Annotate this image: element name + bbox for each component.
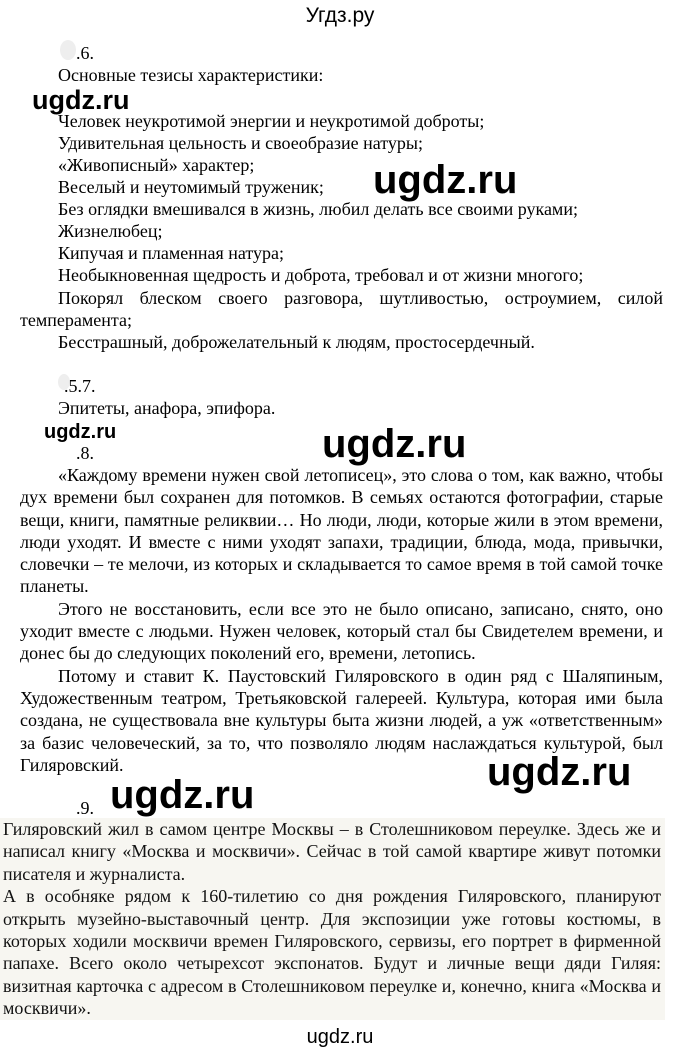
task-8-number: .8. [76,443,94,463]
task-7-number: .5.7. [64,376,96,396]
task-6-item: Удивительная цельность и своеобразие натуры; [58,133,424,153]
task-6-number: .6. [76,43,94,63]
task-6-item: «Живописный» характер; [58,155,255,175]
watermark-large: ugdz.ru [322,422,467,466]
task-6-item: Бесстрашный, доброжелательный к людям, простосердечный. [58,332,535,352]
watermark-small: ugdz.ru [44,421,117,443]
scan-smudge [60,40,76,60]
site-footer: ugdz.ru [306,1026,374,1048]
task-8-paragraph: Этого не восстановить, если все это не было описано, записано, снято, оно уходит вместе с людьми. Нужен человек, который стал бы Свидетелем времени, и донес бы до следующих поколений его, времени, летопись. [20,598,663,664]
task-9-body [3,818,661,1020]
task-6-item: Без оглядки вмешивался в жизнь, любил делать все своими руками; [58,199,578,219]
task-6-item-wrapped [20,287,663,332]
task-6-item: Жизнелюбец; [58,221,163,241]
task-6-item: Покорял блеском своего разговора, шутливостью, остроумием, силой темперамента; [20,288,663,331]
task-7-text: Эпитеты, анафора, эпифора. [58,398,276,418]
task-6-item: Кипучая и пламенная натура; [58,243,285,263]
site-header: Угдз.ру [305,4,375,27]
task-9-paragraph: А в особняке рядом к 160-тилетию со дня рождения Гиляровского, планируют открыть музейно-выставочный центр. Для экспозиции уже готовы костюмы, в которых ходили москвичи времен Гиляровского, сервизы, его портрет в фирменной папахе. Всего около четырехсот экспонатов. Будут и личные вещи дяди Гиляя: визитная карточка с адресом в Столешниковом переулке и, конечно, книга «Москва и москвичи». [3,886,661,1019]
task-8-body [20,464,663,776]
task-9-number: .9. [76,798,94,818]
watermark-large: ugdz.ru [373,158,518,202]
watermark-large: ugdz.ru [110,773,255,817]
watermark-large: ugdz.ru [487,750,632,794]
task-6-item: Человек неукротимой энергии и неукротимой доброты; [58,111,485,131]
task-6-item: Веселый и неутомимый труженик; [58,177,324,197]
task-8-paragraph: «Каждому времени нужен свой летописец», это слова о том, как важно, чтобы дух времени был сохранен для потомков. В семьях остаются фотографии, старые вещи, книги, памятные реликвии… Но люди, люди, которые жили в этом времени, люди уходят. И вместе с ними уходят запахи, традиции, блюда, мода, привычки, словечки – те мелочи, из которых и складывается то самое время в той самой точке планеты. [20,465,663,597]
task-6-intro: Основные тезисы характеристики: [58,65,324,85]
task-8-paragraph: Потому и ставит К. Паустовский Гиляровского в один ряд с Шаляпиным, Художественным театром, Третьяковской галереей. Культура, которая ими была создана, не существовала вне культуры быта жизни людей, а уж «ответственным» за базис человеческий, за то, что позволяло людям наслаждаться культурой, был Гиляровский. [20,665,663,775]
task-6-item: Необыкновенная щедрость и доброта, требовал и от жизни многого; [58,265,584,285]
watermark-small: ugdz.ru [32,85,130,115]
task-9-paragraph: Гиляровский жил в самом центре Москвы – в Столешниковом переулке. Здесь же и написал книгу «Москва и москвичи». Сейчас в той самой квартире живут потомки писателя и журналиста. [3,819,661,884]
